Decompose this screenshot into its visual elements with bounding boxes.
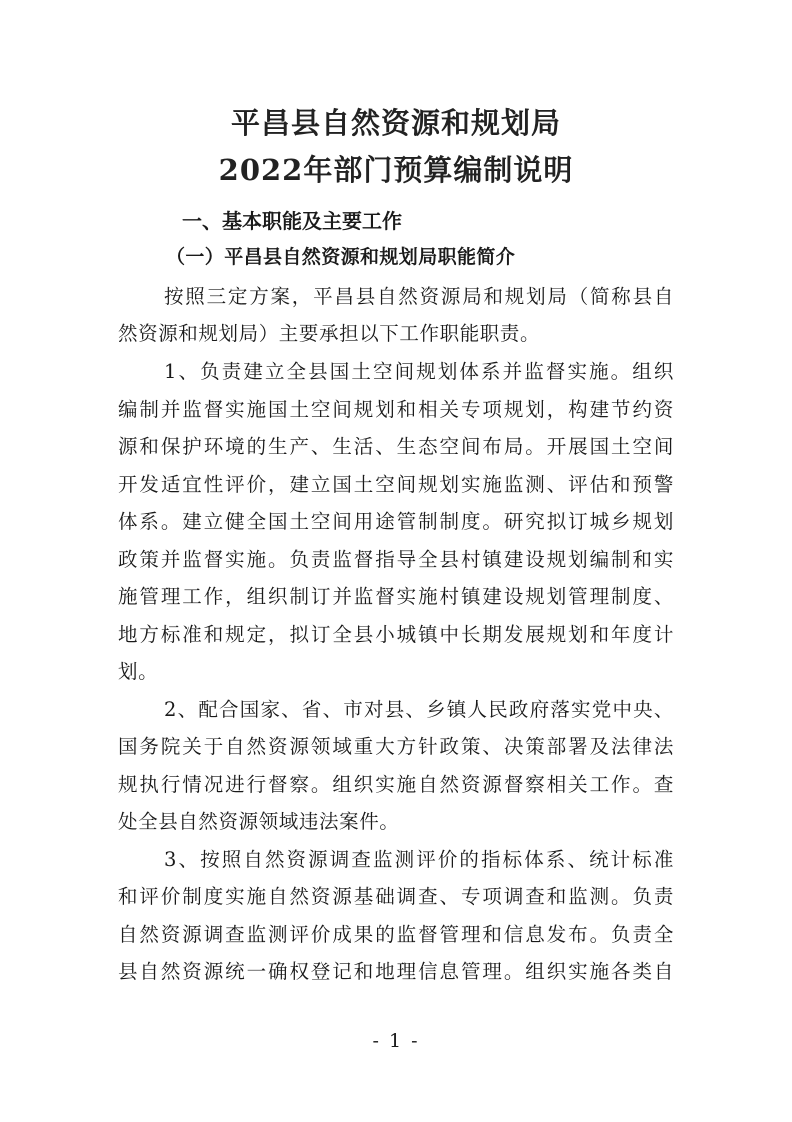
paragraph-line: 源和保护环境的生产、生活、生态空间布局。开展国土空间 <box>118 435 674 458</box>
paragraph-line: 规执行情况进行督察。组织实施自然资源督察相关工作。查 <box>118 773 674 796</box>
paragraph-line: 施管理工作，组织制订并监督实施村镇建设规划管理制度、 <box>118 585 674 608</box>
paragraph-line: 政策并监督实施。负责监督指导全县村镇建设规划编制和实 <box>118 548 674 571</box>
paragraph-line: 国务院关于自然资源领域重大方针政策、决策部署及法律法 <box>118 735 674 758</box>
paragraph-line: 2、配合国家、省、市对县、乡镇人民政府落实党中央、 <box>164 698 674 721</box>
paragraph-line: 然资源和规划局）主要承担以下工作职能职责。 <box>118 322 541 345</box>
paragraph-line: 自然资源调查监测评价成果的监督管理和信息发布。负责全 <box>118 923 674 946</box>
paragraph-line: 和评价制度实施自然资源基础调查、专项调查和监测。负责 <box>118 885 674 908</box>
subsection-heading: （一）平昌县自然资源和规划局职能简介 <box>166 246 516 268</box>
paragraph-line: 按照三定方案，平昌县自然资源局和规划局（简称县自 <box>164 285 674 308</box>
paragraph-line: 开发适宜性评价，建立国土空间规划实施监测、评估和预警 <box>118 473 674 496</box>
paragraph-line: 地方标准和规定，拟订全县小城镇中长期发展规划和年度计 <box>118 623 674 646</box>
paragraph-line: 划。 <box>118 660 159 683</box>
paragraph-line: 3、按照自然资源调查监测评价的指标体系、统计标准 <box>164 848 674 871</box>
document-title-line-1: 平昌县自然资源和规划局 <box>230 106 561 140</box>
paragraph-line: 县自然资源统一确权登记和地理信息管理。组织实施各类自 <box>118 960 674 983</box>
paragraph-line: 处全县自然资源领域违法案件。 <box>118 810 400 833</box>
paragraph-line: 1、负责建立全县国土空间规划体系并监督实施。组织 <box>164 360 674 383</box>
paragraph-line: 体系。建立健全国土空间用途管制制度。研究拟订城乡规划 <box>118 510 674 533</box>
document-title-line-2: 2022年部门预算编制说明 <box>218 153 574 187</box>
section-heading: 一、基本职能及主要工作 <box>182 209 402 233</box>
paragraph-line: 编制并监督实施国土空间规划和相关专项规划，构建节约资 <box>118 398 674 421</box>
page-number: - 1 - <box>372 1030 420 1052</box>
